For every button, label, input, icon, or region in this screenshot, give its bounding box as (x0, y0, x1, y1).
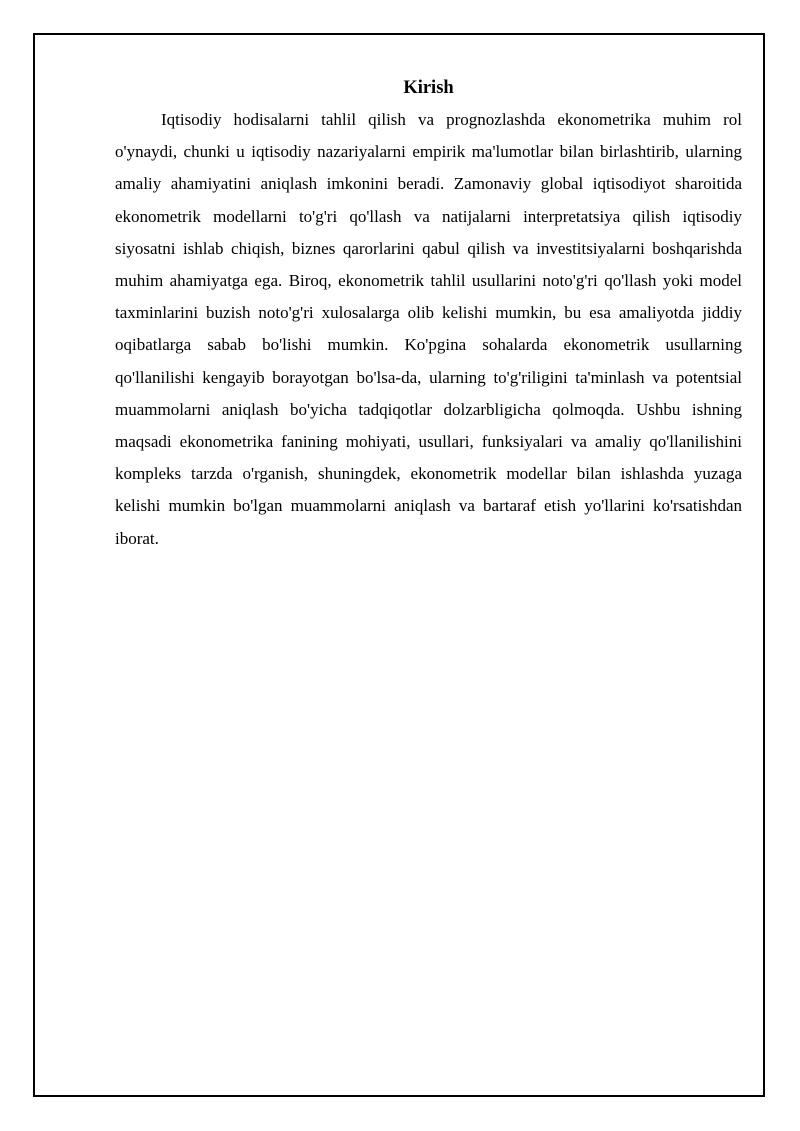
body-paragraph: Iqtisodiy hodisalarni tahlil qilish va prognozlashda ekonometrika muhim rol o'ynaydi, chunki u iqtisodiy nazariyalarni empirik ma'lumotlar bilan birlashtirib, ularning amaliy ahamiyatini aniqlash imkonini beradi. Zamonaviy global iqtisodiyot sharoitida ekonometrik modellarni to'g'ri qo'llash va natijalarni interpretatsiya qilish iqtisodiy siyosatni ishlab chiqish, biznes qarorlarini qabul qilish va investitsiyalarni boshqarishda muhim ahamiyatga ega. Biroq, ekonometrik tahlil usullarini noto'g'ri qo'llash yoki model taxminlarini buzish noto'g'ri xulosalarga olib kelishi mumkin, bu esa amaliyotda jiddiy oqibatlarga sabab bo'lishi mumkin. Ko'pgina sohalarda ekonometrik usullarning qo'llanilishi kengayib borayotgan bo'lsa-da, ularning to'g'riligini ta'minlash va potentsial muammolarni aniqlash bo'yicha tadqiqotlar dolzarbligicha qolmoqda. Ushbu ishning maqsadi ekonometrika fanining mohiyati, usullari, funksiyalari va amaliy qo'llanilishini kompleks tarzda o'rganish, shuningdek, ekonometrik modellar bilan ishlashda yuzaga kelishi mumkin bo'lgan muammolarni aniqlash va bartaraf etish yo'llarini ko'rsatishdan iborat. (115, 110, 742, 548)
section-heading: Kirish (403, 78, 454, 98)
document-body (115, 72, 742, 555)
